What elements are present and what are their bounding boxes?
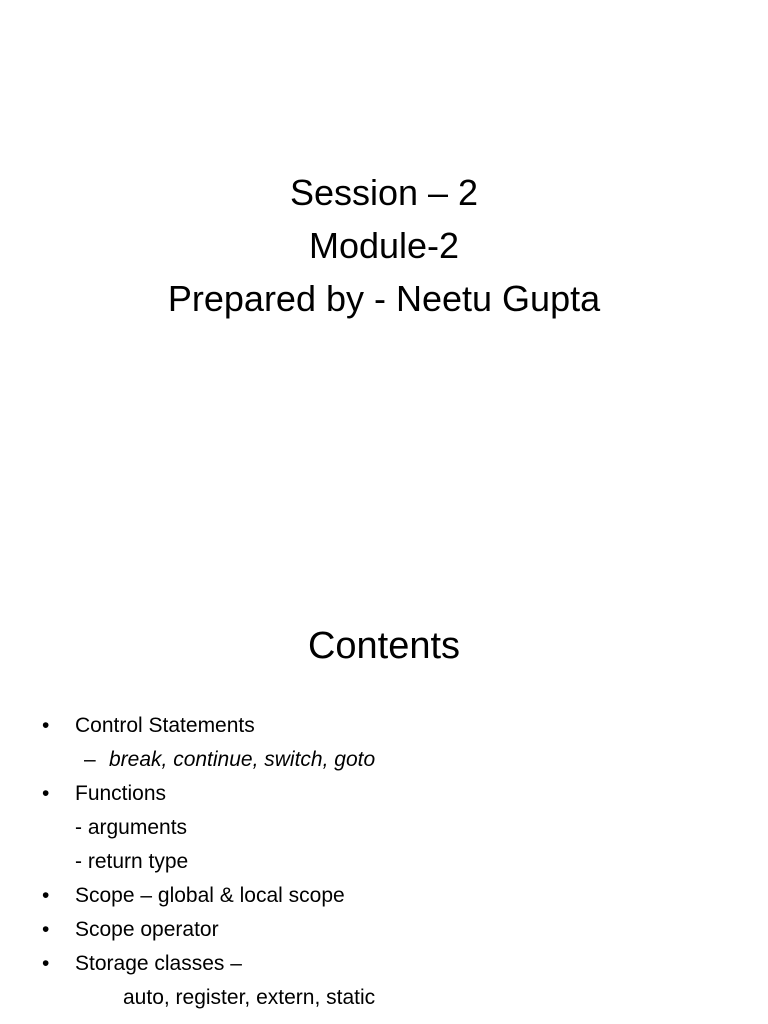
bullet-icon: • <box>42 952 50 975</box>
title-block <box>0 166 768 325</box>
item-arguments: - arguments <box>75 816 188 839</box>
author-line: Prepared by - Neetu Gupta <box>167 278 601 319</box>
list-item <box>38 913 738 947</box>
item-control-keywords: break, continue, switch, goto <box>109 748 376 771</box>
bullet-icon: • <box>42 782 50 805</box>
list-item <box>38 811 738 845</box>
item-storage-classes: Storage classes – <box>75 952 242 975</box>
contents-slide <box>0 576 768 1024</box>
list-item <box>38 845 738 879</box>
bullet-icon: • <box>42 714 50 737</box>
list-item <box>38 709 738 743</box>
bullet-icon: • <box>42 918 50 941</box>
dash-icon: – <box>84 748 96 771</box>
item-return-type: - return type <box>75 850 189 873</box>
list-item <box>38 777 738 811</box>
list-item <box>38 879 738 913</box>
bullet-icon: • <box>42 884 50 907</box>
contents-heading: Contents <box>307 625 461 667</box>
item-functions: Functions <box>75 782 167 805</box>
list-item <box>38 947 738 981</box>
item-scope: Scope – global & local scope <box>75 884 345 907</box>
contents-list <box>38 709 738 1015</box>
list-item <box>38 743 738 777</box>
item-scope-operator: Scope operator <box>75 918 219 941</box>
item-control-statements: Control Statements <box>75 714 255 737</box>
session-title: Session – 2 <box>289 172 479 213</box>
list-item <box>38 981 738 1015</box>
module-title: Module-2 <box>308 225 460 266</box>
item-storage-class-list: auto, register, extern, static <box>123 986 376 1009</box>
